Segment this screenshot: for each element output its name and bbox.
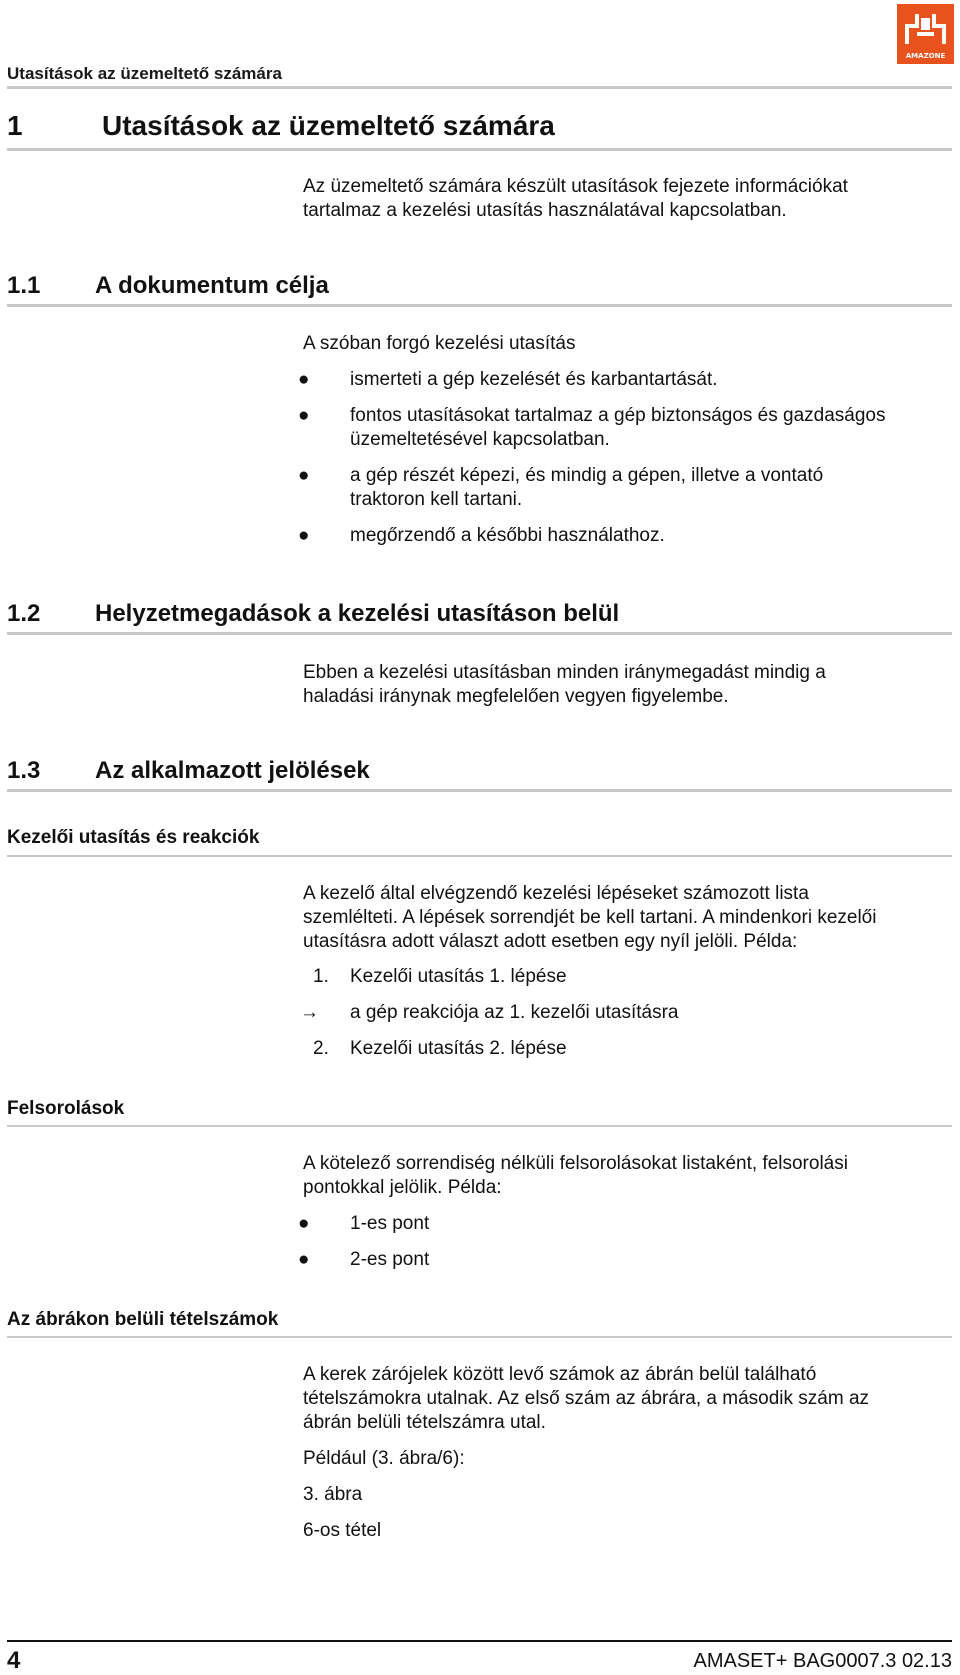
page-number: 4	[7, 1647, 21, 1674]
bullet-icon: ●	[298, 465, 310, 486]
chapter-rule	[7, 148, 952, 151]
chapter-intro: Az üzemeltető számára készült utasítások fejezete információkat tartalmaz a kezelési utasítás használatával kapcsolatban.	[303, 176, 848, 221]
step-number: 2.	[313, 1038, 329, 1059]
subheading-lists: Felsorolások	[7, 1098, 125, 1119]
s1-lead: A szóban forgó kezelési utasítás	[303, 333, 576, 354]
subheading-figure-item-numbers: Az ábrákon belüli tételszámok	[7, 1309, 279, 1330]
amazone-logo	[897, 4, 954, 64]
sub2-text: A kötelező sorrendiség nélküli felsorolásokat listaként, felsorolási pontokkal jelölik. Példa:	[303, 1153, 848, 1198]
subheading-rule	[7, 1125, 952, 1127]
subheading-rule	[7, 1336, 952, 1338]
running-header: Utasítások az üzemeltető számára	[7, 64, 282, 83]
subheading-rule	[7, 855, 952, 857]
bullet-icon: ●	[298, 405, 310, 426]
bullet-icon: ●	[298, 1213, 310, 1234]
bullet-icon: ●	[298, 369, 310, 390]
example-line: Például (3. ábra/6):	[303, 1448, 465, 1469]
section-rule	[7, 632, 952, 635]
footer-rule	[7, 1640, 952, 1642]
step-number: 1.	[313, 966, 329, 987]
amazone-logo-icon	[897, 4, 954, 64]
arrow-right-icon: →	[300, 1002, 319, 1023]
chapter-title: Utasítások az üzemeltető számára	[102, 110, 555, 141]
sub3-text: A kerek zárójelek között levő számok az ábrán belül található tételszámokra utalnak. Az első szám az ábrára, a második szám az ábrán belüli tételszámra utal.	[303, 1364, 870, 1433]
s2-text: Ebben a kezelési utasításban minden iránymegadást mindig a haladási iránynak megfelelően vegyen figyelembe.	[303, 662, 826, 707]
subheading-operator-instructions: Kezelői utasítás és reakciók	[7, 827, 260, 848]
svg-text:AMAZONE: AMAZONE	[905, 52, 946, 60]
sub1-text: A kezelő által elvégzendő kezelési lépéseket számozott lista szemlélteti. A lépések sorrendjét be kell tartani. A mindenkori kezelői utasításra adott választ adott esetben egy nyíl jelöli. Példa:	[303, 883, 877, 952]
bullet-icon: ●	[298, 1249, 310, 1270]
document-id: AMASET+ BAG0007.3 02.13	[693, 1650, 952, 1672]
example-line: 3. ábra	[303, 1484, 363, 1505]
section-rule	[7, 304, 952, 307]
chapter-number: 1	[7, 110, 23, 141]
header-rule	[7, 86, 952, 89]
section-rule	[7, 789, 952, 792]
example-line: 6-os tétel	[303, 1520, 382, 1541]
bullet-icon: ●	[298, 525, 310, 546]
